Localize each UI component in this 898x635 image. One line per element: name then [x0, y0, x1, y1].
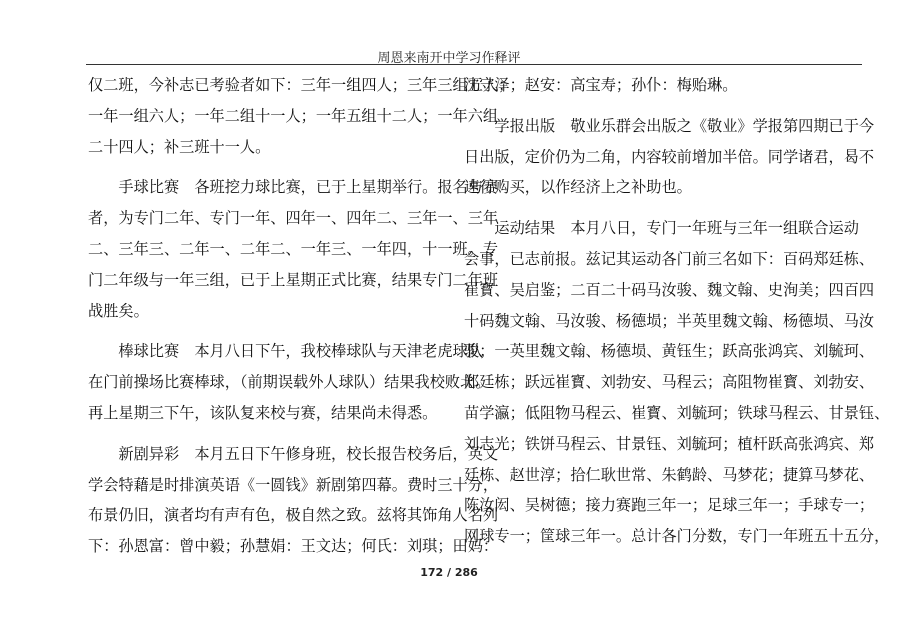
text-line: 在门前操场比赛棒球，（前期误载外人球队）结果我校败北。: [88, 373, 491, 392]
text-line: 新剧异彩 本月五日下午修身班，校长报告校务后，英文: [88, 444, 499, 463]
text-line: 仅二班，今补志已考验者如下：三年一组四人；三年三组五人；: [88, 76, 514, 94]
text-line: 战胜矣。: [88, 301, 149, 320]
text-line: 刘志光；铁饼马程云、甘景钰、刘毓珂；植杆跃高张鸿宾、郑: [464, 434, 875, 453]
text-line: 二十四人；补三班十一人。: [88, 137, 271, 156]
text-line: 学报出版 敬业乐群会出版之《敬业》学报第四期已于今: [464, 116, 875, 135]
right-text-column: [464, 70, 890, 552]
text-line: 者，为专门二年、专门一年、四年一、四年二、三年一、三年: [88, 209, 499, 228]
text-line: 速行购买，以作经济上之补助也。: [464, 178, 692, 197]
text-line: 沈守泽；赵安：高宝寿；孙仆：梅贻琳。: [464, 76, 738, 94]
text-line: 再上星期三下午，该队复来校与赛，结果尚未得悉。: [88, 403, 438, 422]
text-line: 运动结果 本月八日，专门一年班与三年一组联合运动: [464, 219, 859, 238]
text-line: 廷栋、赵世淳；拾仁耿世常、朱鹤龄、马梦花；捷算马梦花、: [464, 465, 875, 484]
text-line: 陈汝闳、吴树德；接力赛跑三年一；足球三年一；手球专一；: [464, 496, 875, 515]
text-line: 郑廷栋；跃远崔寳、刘勃安、马程云；高阻物崔寳、刘勃安、: [464, 373, 875, 392]
paragraph-gap: [88, 162, 453, 172]
text-line: 学会特藉是时排演英语《一圆钱》新剧第四幕。费时三十分，: [88, 475, 499, 494]
text-line: 布景仍旧，演者均有声有色，极自然之致。兹将其饰角人名列: [88, 506, 499, 525]
text-line: 门二年级与一年三组，已于上星期正式比赛，结果专门二年班: [88, 270, 499, 289]
paragraph-gap: [88, 326, 453, 336]
text-line: 网球专一；筐球三年一。总计各门分数，专门一年班五十五分，: [464, 527, 890, 546]
page-number: 172 / 286: [420, 566, 478, 579]
text-line: 二、三年三、二年一、二年二、一年三、一年四，十一班。专: [88, 239, 499, 258]
paragraph-gap: [88, 429, 453, 439]
page-header-title: 周恩来南开中学习作释评: [377, 51, 521, 66]
text-line: 一年一组六人；一年二组十一人；一年五组十二人；一年六组: [88, 106, 499, 125]
text-line: 骏；一英里魏文翰、杨德埙、黄钰生；跃高张鸿宾、刘毓珂、: [464, 342, 875, 361]
text-line: 棒球比赛 本月八日下午，我校棒球队与天津老虎球队: [88, 342, 483, 361]
text-line: 手球比赛 各班挖力球比赛，已于上星期举行。报名与赛: [88, 178, 499, 197]
text-line: 日出版，定价仍为二角，内容较前增加半倍。同学诸君，曷不: [464, 147, 875, 166]
text-line: 苗学瀛；低阻物马程云、崔寳、刘毓珂；铁球马程云、甘景钰、: [464, 403, 890, 422]
text-line: 下：孙恩富：曾中毅；孙慧娟：王文达；何氏：刘琪；田妈：: [88, 537, 499, 556]
left-text-column: [88, 70, 514, 562]
text-line: 十码魏文翰、马汝骏、杨德埙；半英里魏文翰、杨德埙、马汝: [464, 311, 875, 330]
paragraph-gap: [464, 203, 864, 213]
header-rule: [86, 64, 862, 65]
text-line: 崔寳、吴启鉴；二百二十码马汝骏、魏文翰、史洵美；四百四: [464, 280, 875, 299]
paragraph-gap: [464, 101, 864, 111]
text-line: 会事，已志前报。兹记其运动各门前三名如下：百码郑廷栋、: [464, 249, 875, 268]
